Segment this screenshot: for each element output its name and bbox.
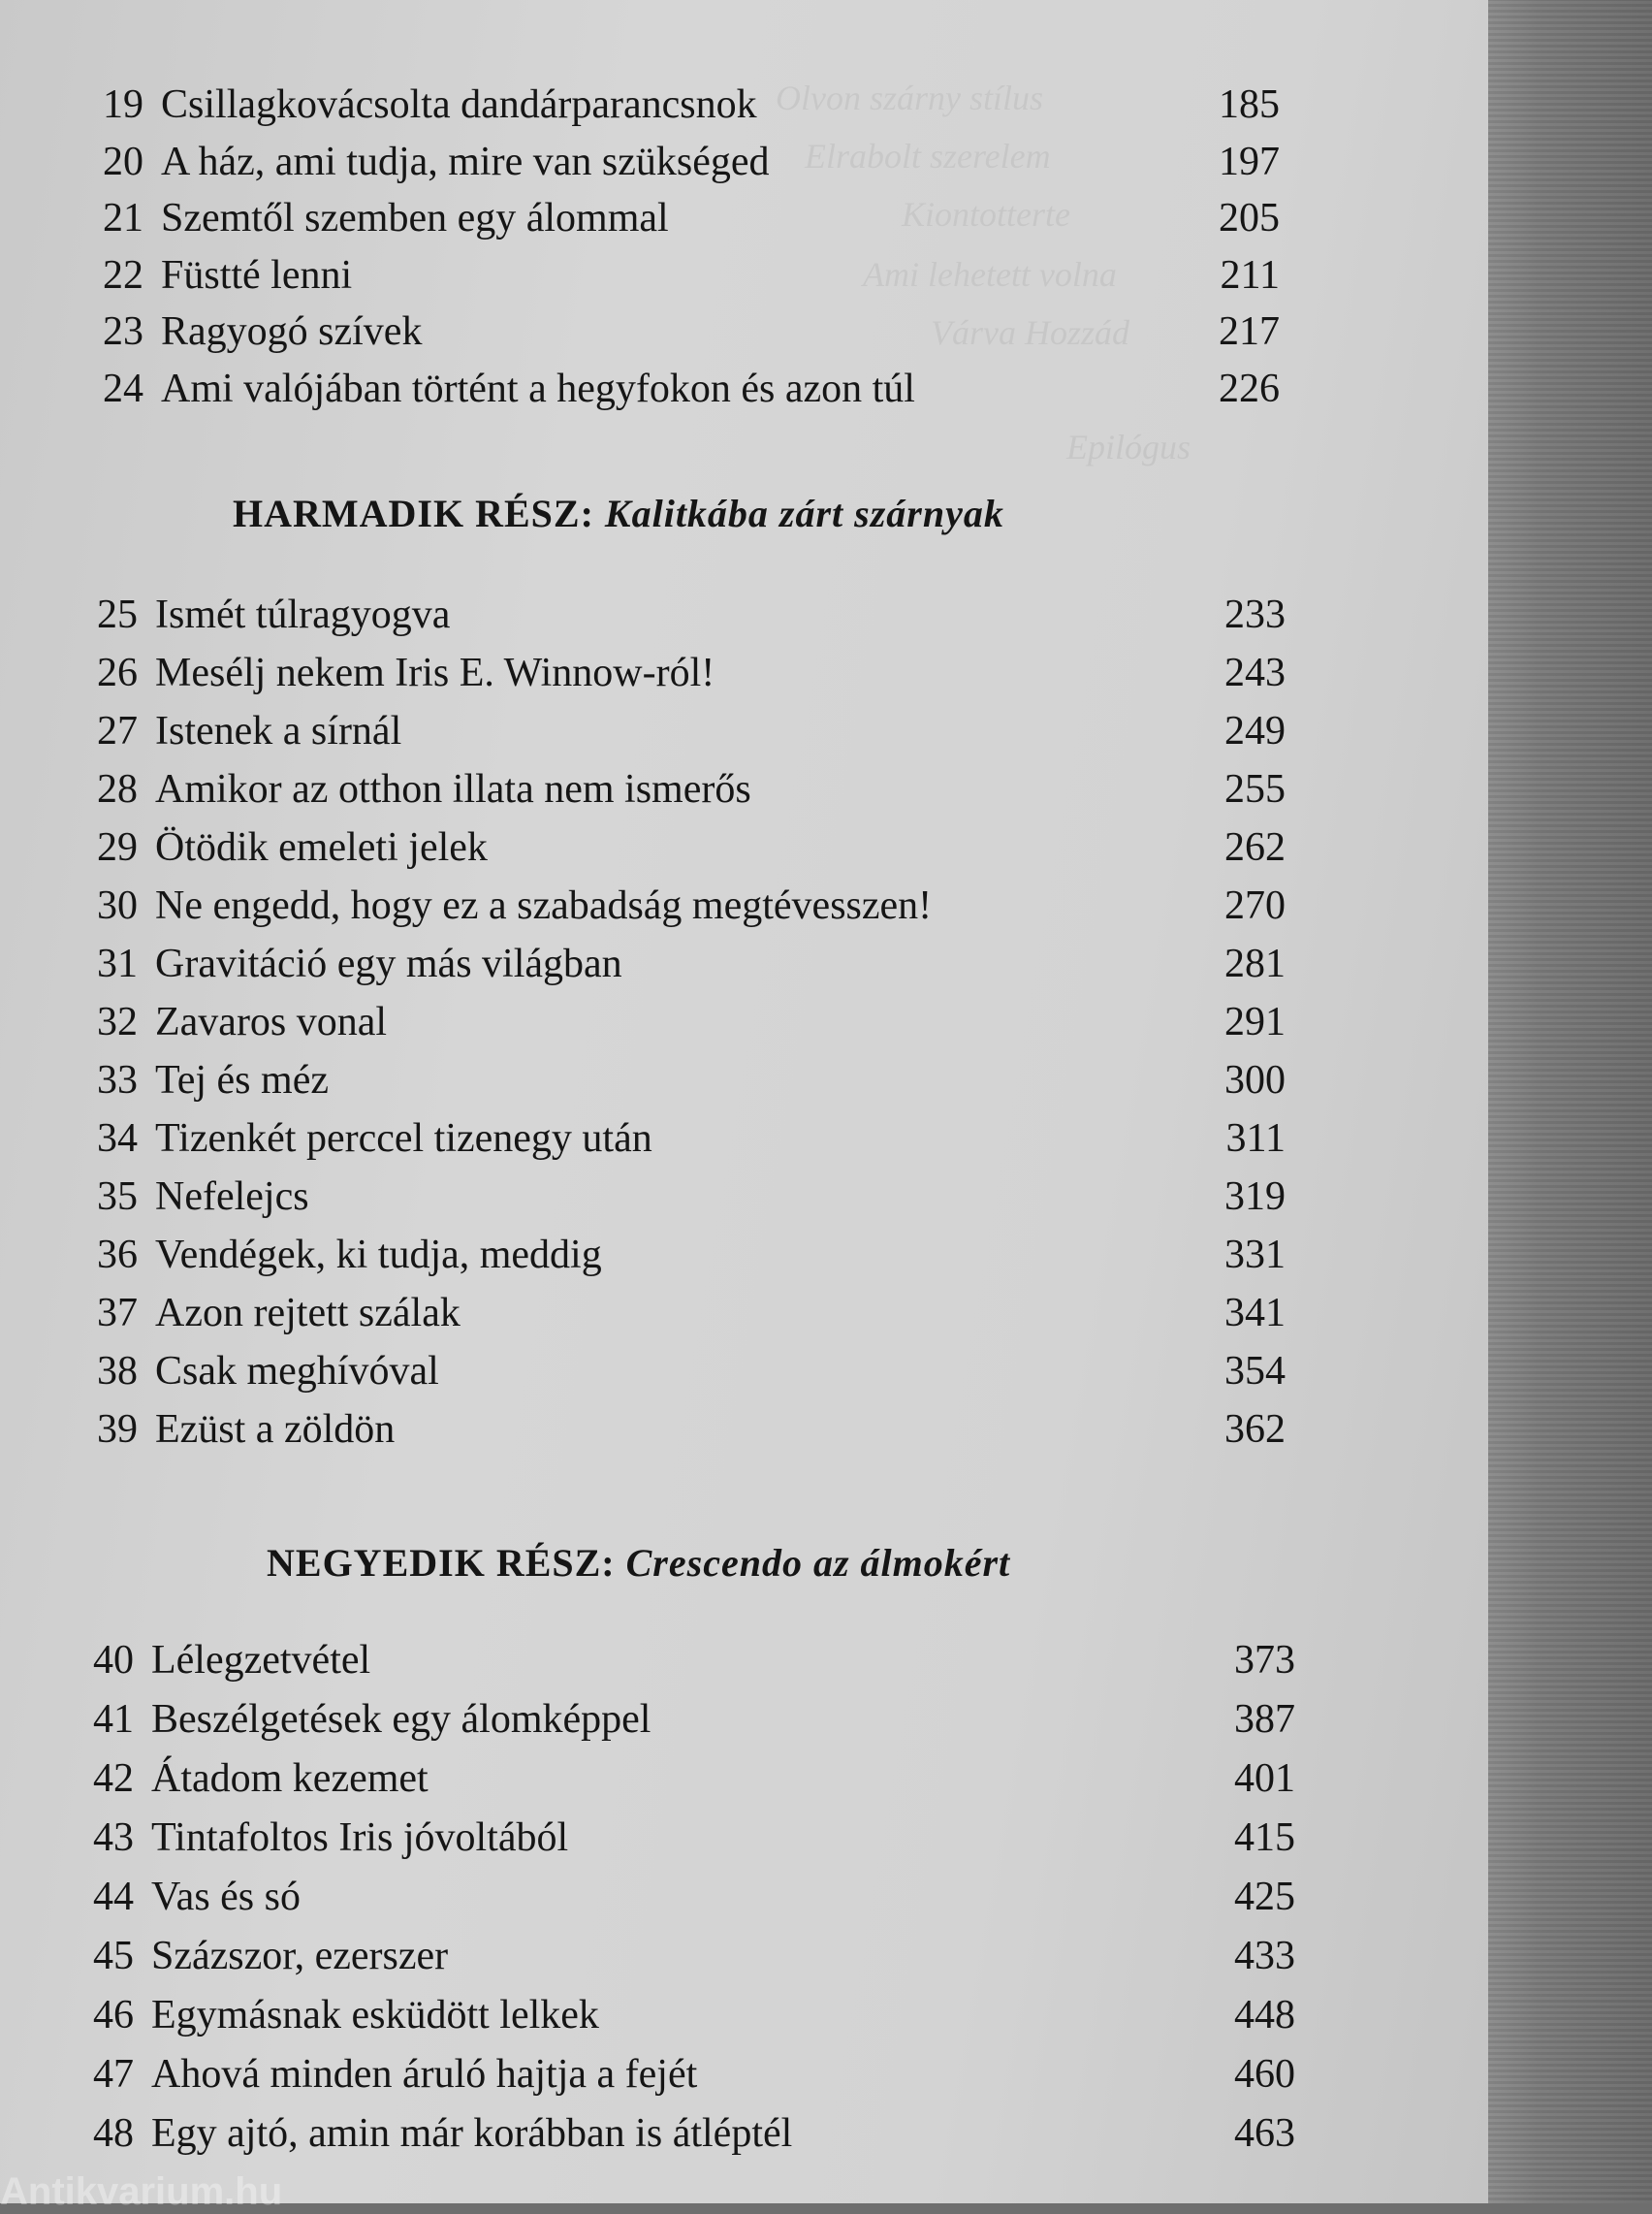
toc-entry-35 — [70, 1168, 1286, 1226]
toc-entry-20 — [76, 133, 1280, 191]
toc-entry-29 — [70, 818, 1286, 877]
chapter-number: 31 — [97, 942, 138, 986]
toc-entry-43 — [66, 1809, 1295, 1867]
toc-entry-46 — [66, 1986, 1295, 2044]
toc-entry-30 — [70, 877, 1286, 935]
page-number: 217 — [1219, 309, 1280, 354]
toc-entry-26 — [70, 644, 1286, 702]
page-number: 226 — [1219, 366, 1280, 411]
page-number: 249 — [1224, 709, 1286, 754]
page-number: 281 — [1224, 942, 1286, 986]
toc-entry-44 — [66, 1868, 1295, 1926]
part-subtitle: Kalitkába zárt szárnyak — [604, 492, 1004, 535]
toc-entry-45 — [66, 1927, 1295, 1985]
chapter-number: 20 — [103, 139, 143, 184]
chapter-number: 40 — [93, 1638, 134, 1683]
page-number: 415 — [1234, 1815, 1295, 1860]
chapter-number: 22 — [103, 252, 143, 298]
page-number: 311 — [1225, 1116, 1286, 1161]
show-through-text: Elrabolt szerelem — [805, 137, 1051, 176]
page-number: 243 — [1224, 651, 1286, 695]
page-number: 291 — [1224, 1000, 1286, 1044]
chapter-number: 27 — [97, 709, 138, 754]
chapter-title: Mesélj nekem Iris E. Winnow-ról! — [155, 651, 715, 695]
chapter-number: 30 — [97, 883, 138, 928]
chapter-title: Egy ajtó, amin már korábban is átléptél — [151, 2111, 793, 2156]
toc-entry-28 — [70, 760, 1286, 818]
toc-entry-31 — [70, 935, 1286, 993]
chapter-title: Csak meghívóval — [155, 1349, 439, 1394]
toc-entry-19 — [76, 76, 1280, 134]
page-number: 433 — [1234, 1934, 1295, 1978]
chapter-number: 28 — [97, 767, 138, 812]
chapter-number: 23 — [103, 309, 143, 354]
chapter-title: Ne engedd, hogy ez a szabadság megtévesszen! — [155, 883, 933, 928]
page-number: 300 — [1224, 1058, 1286, 1103]
chapter-title: Ahová minden áruló hajtja a fejét — [151, 2052, 698, 2097]
chapter-number: 36 — [97, 1233, 138, 1277]
chapter-number: 44 — [93, 1875, 134, 1919]
show-through-text: Epilógus — [1066, 428, 1191, 466]
chapter-number: 41 — [93, 1697, 134, 1742]
toc-entry-36 — [70, 1226, 1286, 1284]
chapter-title: Füstté lenni — [161, 252, 353, 298]
chapter-title: A ház, ami tudja, mire van szükséged — [161, 139, 770, 184]
chapter-number: 26 — [97, 651, 138, 695]
toc-entry-48 — [66, 2104, 1295, 2163]
show-through-text: Kiontotterte — [902, 195, 1070, 234]
chapter-title: Ami valójában történt a hegyfokon és azon túl — [161, 366, 915, 411]
page-number: 255 — [1224, 767, 1286, 812]
chapter-title: Gravitáció egy más világban — [155, 942, 622, 986]
page-number: 373 — [1234, 1638, 1295, 1683]
page-number: 401 — [1234, 1756, 1295, 1801]
chapter-title: Amikor az otthon illata nem ismerős — [155, 767, 751, 812]
page-number: 270 — [1224, 883, 1286, 928]
chapter-title: Tizenkét perccel tizenegy után — [155, 1116, 652, 1161]
page-number: 460 — [1234, 2052, 1295, 2097]
chapter-title: Azon rejtett szálak — [155, 1291, 461, 1335]
chapter-number: 48 — [93, 2111, 134, 2156]
chapter-number: 37 — [97, 1291, 138, 1335]
page-number: 387 — [1234, 1697, 1295, 1742]
chapter-title: Ragyogó szívek — [161, 309, 423, 354]
chapter-number: 35 — [97, 1174, 138, 1219]
page-number: 425 — [1234, 1875, 1295, 1919]
toc-entry-38 — [70, 1342, 1286, 1400]
toc-entry-33 — [70, 1051, 1286, 1109]
page-number: 262 — [1224, 825, 1286, 870]
show-through-text: Olvon szárny stílus — [776, 79, 1044, 117]
chapter-title: Vas és só — [151, 1875, 301, 1919]
chapter-title: Egymásnak esküdött lelkek — [151, 1993, 599, 2038]
page-number: 185 — [1219, 82, 1280, 127]
chapter-title: Vendégek, ki tudja, meddig — [155, 1233, 602, 1277]
chapter-title: Tintafoltos Iris jóvoltából — [151, 1815, 569, 1860]
chapter-number: 46 — [93, 1993, 134, 2038]
toc-entry-39 — [70, 1400, 1286, 1459]
toc-entry-41 — [66, 1690, 1295, 1749]
toc-entry-24 — [76, 360, 1280, 418]
chapter-title: Szemtől szemben egy álommal — [161, 196, 669, 241]
page-number: 233 — [1224, 593, 1286, 637]
page-number: 211 — [1220, 252, 1280, 298]
part-subtitle: Crescendo az álmokért — [625, 1541, 1011, 1585]
toc-entry-27 — [70, 702, 1286, 760]
chapter-title: Százszor, ezerszer — [151, 1934, 449, 1978]
part-heading-negyedik — [267, 1540, 1010, 1586]
toc-entry-34 — [70, 1109, 1286, 1168]
toc-entry-21 — [76, 189, 1280, 247]
chapter-number: 42 — [93, 1756, 134, 1801]
page-number: 331 — [1224, 1233, 1286, 1277]
chapter-number: 33 — [97, 1058, 138, 1103]
toc-entry-32 — [70, 993, 1286, 1051]
page-number: 341 — [1224, 1291, 1286, 1335]
toc-entry-25 — [70, 586, 1286, 644]
part-label: NEGYEDIK RÉSZ: — [267, 1541, 616, 1585]
page-number: 197 — [1219, 139, 1280, 184]
chapter-number: 34 — [97, 1116, 138, 1161]
chapter-title: Ismét túlragyogva — [155, 593, 451, 637]
page-number: 205 — [1219, 196, 1280, 241]
page-number: 448 — [1234, 1993, 1295, 2038]
chapter-title: Zavaros vonal — [155, 1000, 388, 1044]
part-label: HARMADIK RÉSZ: — [233, 492, 594, 535]
page-number: 463 — [1234, 2111, 1295, 2156]
chapter-title: Ezüst a zöldön — [155, 1407, 396, 1452]
chapter-title: Beszélgetések egy álomképpel — [151, 1697, 651, 1742]
chapter-title: Ötödik emeleti jelek — [155, 825, 488, 870]
chapter-title: Átadom kezemet — [151, 1756, 429, 1801]
chapter-number: 43 — [93, 1815, 134, 1860]
chapter-title: Lélegzetvétel — [151, 1638, 371, 1683]
show-through-text: Várva Hozzád — [931, 313, 1129, 352]
page-edge-shadow — [1488, 0, 1652, 2203]
chapter-number: 21 — [103, 196, 143, 241]
part-heading-harmadik — [233, 491, 1004, 536]
chapter-number: 32 — [97, 1000, 138, 1044]
toc-entry-22 — [76, 246, 1280, 305]
toc-entry-42 — [66, 1749, 1295, 1808]
chapter-title: Istenek a sírnál — [155, 709, 402, 754]
chapter-number: 47 — [93, 2052, 134, 2097]
toc-entry-47 — [66, 2045, 1295, 2103]
chapter-number: 45 — [93, 1934, 134, 1978]
chapter-number: 38 — [97, 1349, 138, 1394]
toc-entry-37 — [70, 1284, 1286, 1342]
toc-entry-23 — [76, 303, 1280, 361]
chapter-number: 25 — [97, 593, 138, 637]
toc-entry-40 — [66, 1631, 1295, 1689]
page-number: 319 — [1224, 1174, 1286, 1219]
chapter-number: 24 — [103, 366, 143, 411]
page-number: 362 — [1224, 1407, 1286, 1452]
page-number: 354 — [1224, 1349, 1286, 1394]
watermark-text: Antikvarium.hu — [0, 2170, 283, 2213]
chapter-title: Tej és méz — [155, 1058, 329, 1103]
chapter-title: Nefelejcs — [155, 1174, 309, 1219]
chapter-number: 19 — [103, 82, 143, 127]
chapter-number: 39 — [97, 1407, 138, 1452]
show-through-text: Ami lehetett volna — [863, 255, 1117, 294]
chapter-title: Csillagkovácsolta dandárparancsnok — [161, 82, 757, 127]
chapter-number: 29 — [97, 825, 138, 870]
